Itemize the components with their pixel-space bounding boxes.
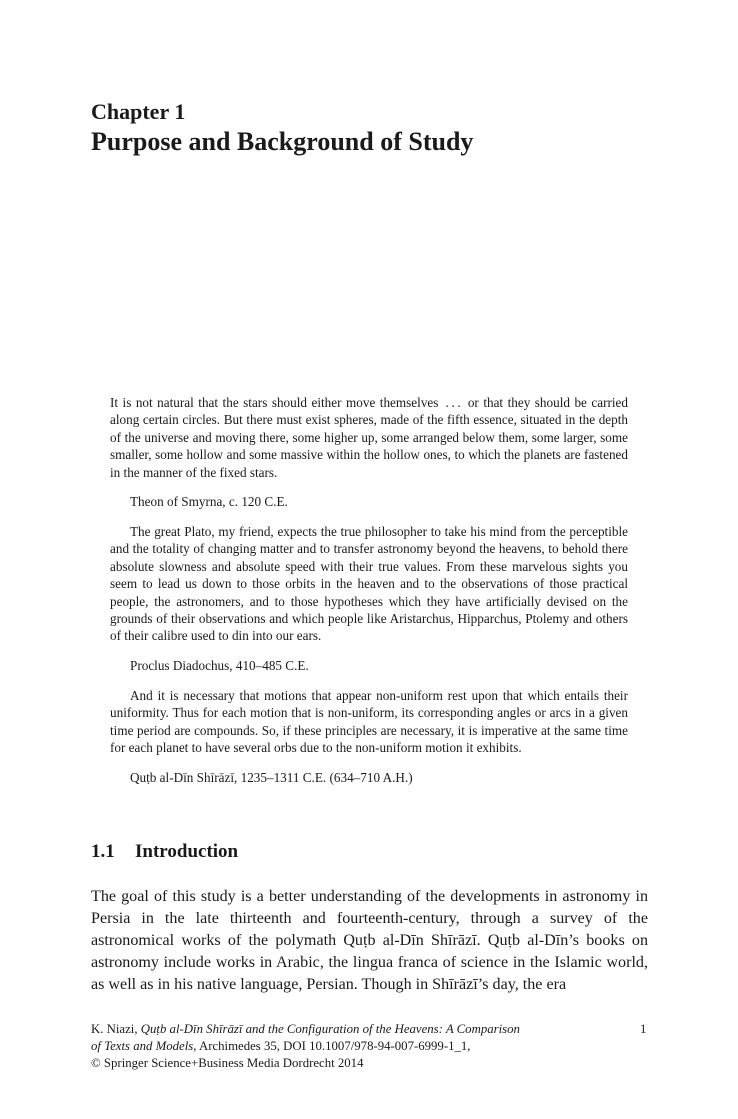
- section-heading: [91, 840, 238, 864]
- epigraph-theon: [110, 394, 628, 510]
- body-paragraph: The goal of this study is a better understanding of the developments in astronomy in Persia in the late thirteenth and fourteenth-century, through a survey of the astronomical works of the polymath Quṭb al-Dīn Shīrāzī. Quṭb al-Dīn’s books on astronomy include works in Arabic, the lingua franca of science in the Islamic world, as well as in his native language, Persian. Though in Shīrāzī’s day, the era: [91, 888, 648, 993]
- page-number: 1: [640, 1022, 647, 1036]
- footer-citation-line-2: [91, 1038, 651, 1055]
- footer-citation-line-1: [91, 1021, 651, 1038]
- epigraph-attribution: Theon of Smyrna, c. 120 C.E.: [130, 494, 288, 510]
- epigraph-attribution: Proclus Diadochus, 410–485 C.E.: [130, 657, 309, 673]
- footer-author: K. Niazi,: [91, 1022, 141, 1036]
- section-number: 1.1: [91, 841, 115, 862]
- footer-book-title-cont: of Texts and Models: [91, 1039, 194, 1053]
- epigraph-qutb: [110, 687, 628, 786]
- section-title: Introduction: [135, 841, 239, 862]
- chapter-title: Purpose and Background of Study: [91, 127, 474, 156]
- epigraph-attribution: Quṭb al-Dīn Shīrāzī, 1235–1311 C.E. (634–710 A.H.): [130, 769, 413, 785]
- page-footer: [91, 1021, 651, 1072]
- footer-book-title: Quṭb al-Dīn Shīrāzī and the Configuration of the Heavens: A Comparison: [140, 1022, 520, 1036]
- chapter-label: Chapter 1: [91, 99, 186, 124]
- epigraph-proclus: [110, 523, 628, 674]
- epigraph-text: The great Plato, my friend, expects the true philosopher to take his mind from the perceptible and the totality of changing matter and to transfer astronomy beyond the heavens, to behold there absolute slowness and absolute speed with their true values. From these marvelous sights you seem to lead us down to those orbits in the heaven and to the observations of those practical people, the astronomers, and to those hypotheses which they have artificially devised on the grounds of their observations and which people like Aristarchus, Hipparchus, Ptolemy and others of their calibre used to din into our ears.: [110, 524, 628, 644]
- epigraph-text: And it is necessary that motions that appear non-uniform rest upon that which entails their uniformity. Thus for each motion that is non-uniform, its corresponding angles or arcs in a given time period are compounds. So, if these principles are necessary, it is imperative at the same time for each planet to have several orbs due to the non-uniform motion it exhibits.: [110, 688, 628, 756]
- footer-copyright: © Springer Science+Business Media Dordrecht 2014: [91, 1056, 364, 1070]
- epigraph-text: It is not natural that the stars should either move themselves . . . or that they should be carried along certain circles. But there must exist spheres, made of the fifth essence, situated in the depth of the universe and moving there, some higher up, some arranged below them, some larger, some smaller, some hollow and some massive within the hollow ones, to which the planets are fastened in the manner of the fixed stars.: [110, 395, 628, 480]
- footer-series-doi: , Archimedes 35, DOI 10.1007/978-94-007-6999-1_1,: [193, 1039, 471, 1053]
